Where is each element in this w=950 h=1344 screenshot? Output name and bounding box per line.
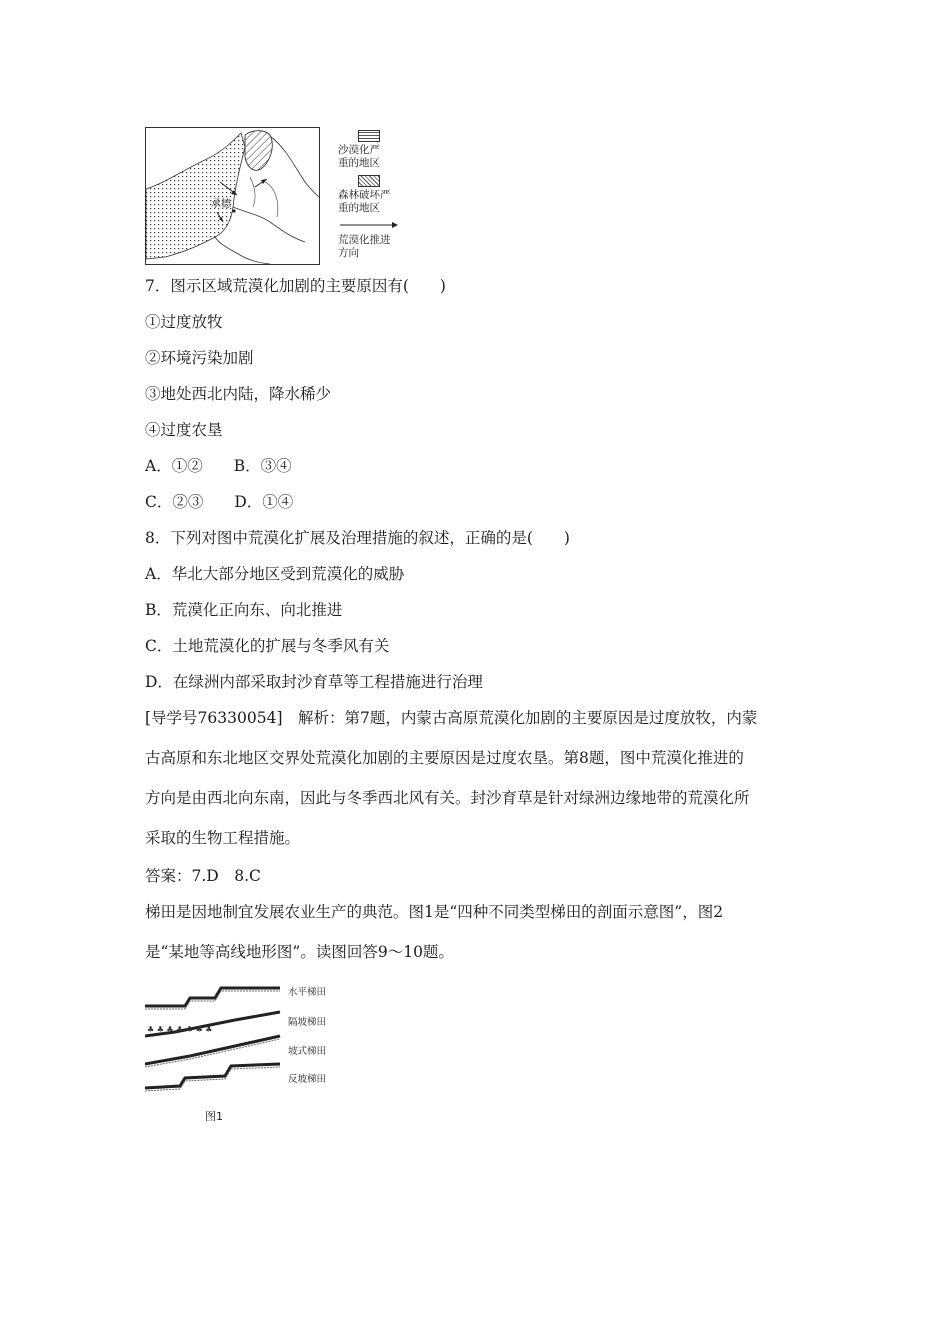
sloping-terrace-profile [145, 1036, 280, 1067]
terrace-label-sloping: 坡式梯田 [288, 1046, 327, 1057]
legend-item: 荒漠化推进 方向 [338, 234, 391, 259]
question-7-stem: 7．图示区域荒漠化加剧的主要原因有( ) [145, 277, 446, 295]
analysis-line: 古高原和东北地区交界处荒漠化加剧的主要原因是过度农垦。第8题，图中荒漠化推进的 [145, 749, 744, 767]
terrace-label-interval: 隔坡梯田 [288, 1017, 327, 1028]
map-svg [145, 127, 320, 265]
legend-swatch-hatch [358, 175, 380, 187]
terrace-label-reverse: 反坡梯田 [288, 1074, 327, 1085]
analysis-line: 方向是由西北向东南，因此与冬季西北风有关。封沙育草是针对绿洲边缘地带的荒漠化所 [145, 789, 750, 807]
question-8-option: D．在绿洲内部采取封沙育草等工程措施进行治理 [145, 673, 483, 691]
question-7-options: C．②③ D．①④ [145, 493, 294, 511]
intro-line: 梯田是因地制宜发展农业生产的典范。图1是“四种不同类型梯田的剖面示意图”，图2 [145, 903, 724, 921]
level-terrace-profile [145, 988, 280, 1009]
intro-line: 是“某地等高线地形图”。读图回答9～10题。 [145, 943, 454, 961]
question-8-option: B．荒漠化正向东、向北推进 [145, 601, 343, 619]
question-7-item: ①过度放牧 [145, 313, 223, 331]
map-legend [338, 130, 428, 260]
svg-text:♣ ♣ ♣ ♣ ♣ ♣ ♣: ♣ ♣ ♣ ♣ ♣ ♣ ♣ [147, 1025, 213, 1034]
analysis-line: 采取的生物工程措施。 [145, 829, 301, 847]
question-7-options: A．①② B．③④ [145, 457, 292, 475]
question-7-item: ③地处西北内陆，降水稀少 [145, 385, 332, 403]
interval-terrace-profile [145, 1012, 280, 1036]
answer-line: 答案：7.D 8.C [145, 867, 261, 885]
reverse-slope-terrace-profile [145, 1064, 280, 1091]
figure-caption: 图1 [205, 1110, 223, 1123]
desertification-map [145, 127, 320, 265]
city-marker [232, 209, 235, 212]
question-7-item: ④过度农垦 [145, 421, 223, 439]
question-8-option: C．土地荒漠化的扩展与冬季风有关 [145, 637, 390, 655]
legend-item: 沙漠化严 重的地区 [338, 144, 380, 169]
legend-arrow-icon [340, 220, 428, 233]
question-7-item: ②环境污染加剧 [145, 349, 254, 367]
analysis-line: [导学号76330054] 解析：第7题，内蒙古高原荒漠化加剧的主要原因是过度放牧，内蒙 [145, 709, 758, 727]
city-label: 承德 [211, 199, 231, 210]
question-8-stem: 8．下列对图中荒漠化扩展及治理措施的叙述，正确的是( ) [145, 529, 570, 547]
legend-item: 森林破坏严 重的地区 [338, 189, 391, 214]
legend-swatch-dots [358, 130, 380, 142]
terrace-label-level: 水平梯田 [288, 987, 327, 998]
question-8-option: A．华北大部分地区受到荒漠化的威胁 [145, 565, 405, 583]
